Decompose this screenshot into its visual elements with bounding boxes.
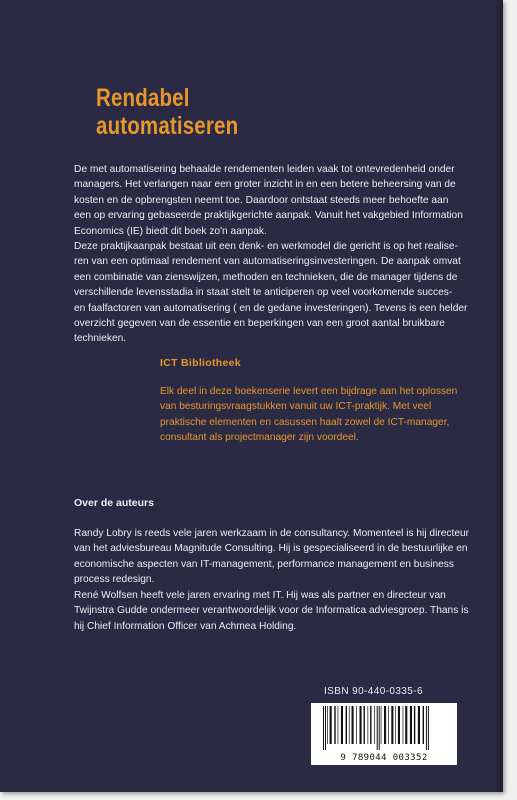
text-line: praktische elementen en casussen haalt zowel de ICT-manager, (160, 416, 450, 428)
authors-heading: Over de auteurs (74, 497, 154, 509)
text-line: verschillende levensstadia in staat stelt te anticiperen op veel voorkomende succes- (74, 287, 453, 299)
barcode (311, 703, 457, 765)
book-title (96, 84, 238, 140)
author-paragraph-1 (74, 526, 470, 588)
barcode-bar (330, 706, 332, 744)
barcode-bar (374, 706, 375, 744)
barcode-bar (356, 706, 357, 744)
barcode-bar (414, 706, 415, 744)
barcode-bar (360, 706, 362, 744)
barcode-bar (405, 706, 407, 744)
series-description (160, 384, 460, 446)
text-line: René Wolfsen heeft vele jaren ervaring met IT. Hij was als partner en directeur van (74, 590, 446, 601)
book-title-line-2: automatiseren (96, 112, 239, 140)
barcode-digits: 9 789044 003352 (340, 753, 428, 763)
text-line: en faalfactoren van automatisering ( en de gedane investeringen). Tevens is een helder (74, 302, 468, 314)
text-line: economische aspecten van IT-management, performance management en business (74, 558, 454, 570)
intro-paragraph-2 (74, 239, 470, 347)
text-line: kosten en de opbrengsten neemt toe. Daardoor ontstaat steeds meer behoefte aan (74, 194, 449, 206)
text-line: Twijnstra Gudde ondermeer verantwoordelijk voor de Informatica adviesgroep. Thans is (74, 605, 469, 617)
barcode-bar (423, 706, 424, 744)
text-line: ren van een optimaal rendement van automatiseringsinvesteringen. De aanpak omvat (74, 256, 461, 268)
barcode-bar (349, 706, 350, 744)
text-line: managers. Het verlangen naar een groter inzicht in en een betere beheersing van de (74, 179, 456, 191)
barcode-bar (398, 706, 400, 744)
barcode-bar (410, 706, 412, 744)
isbn-label: ISBN 90-440-0335-6 (324, 686, 423, 697)
series-heading: ICT Bibliotheek (160, 357, 241, 369)
barcode-bar (338, 706, 339, 744)
barcode-bar (370, 706, 371, 744)
text-line: Randy Lobry is reeds vele jaren werkzaam in de consultancy. Momenteel is hij directeur (74, 528, 470, 539)
barcode-bar (395, 706, 396, 744)
text-line: van besturingsvraagstukken vanuit uw ICT-praktijk. Met veel (160, 401, 432, 413)
barcode-bar (377, 706, 378, 750)
text-line: technieken. (74, 333, 127, 345)
text-line: een combinatie van zienswijzen, methoden en technieken, die de manager tijdens de (74, 271, 458, 283)
text-line: van het adviesbureau Magnitude Consulting. Hij is gespecialiseerd in de bestuurlijke en (74, 543, 468, 555)
barcode-bar (341, 706, 343, 744)
barcode-bar (346, 706, 347, 744)
book-title-line-1: Rendabel (96, 84, 190, 112)
barcode-bar (418, 706, 420, 744)
text-line: Deze praktijkaanpak bestaat uit een denk- en werkmodel die gericht is op het realise- (74, 241, 458, 252)
text-line: overzicht gegeven van de essentie en beperkingen van een groot aantal bruikbare (74, 318, 445, 330)
barcode-bar (364, 706, 365, 744)
barcode-bar (384, 706, 386, 744)
text-line: consultant als projectmanager zijn voordeel. (160, 432, 359, 444)
barcode-bars (321, 706, 447, 752)
barcode-bar (368, 706, 369, 744)
intro-paragraph-1 (74, 162, 470, 239)
text-line: process redesign. (74, 574, 155, 586)
barcode-bar (403, 706, 404, 744)
barcode-bar (379, 706, 380, 750)
barcode-bar (388, 706, 389, 744)
text-line: De met automatisering behaalde rendementen leiden vaak tot ontevredenheid onder (74, 164, 455, 175)
barcode-bar (352, 706, 354, 744)
barcode-bar (323, 706, 324, 750)
barcode-bar (381, 706, 382, 744)
text-line: een op ervaring gebaseerde praktijkgerichte aanpak. Vanuit het vakgebied Information (74, 210, 463, 222)
barcode-bar (426, 706, 427, 750)
barcode-bar (334, 706, 335, 744)
text-line: hij Chief Information Officer van Achmea Holding. (74, 620, 297, 632)
cover-edge-shade (493, 0, 503, 792)
text-line: Economics (IE) biedt dit boek zo'n aanpak. (74, 225, 267, 237)
barcode-bar (325, 706, 326, 750)
barcode-bar (428, 706, 429, 750)
barcode-bar (391, 706, 393, 744)
author-paragraph-2 (74, 588, 470, 634)
text-line: Elk deel in deze boekenserie levert een bijdrage aan het oplossen (160, 386, 458, 397)
barcode-bar (327, 706, 328, 744)
